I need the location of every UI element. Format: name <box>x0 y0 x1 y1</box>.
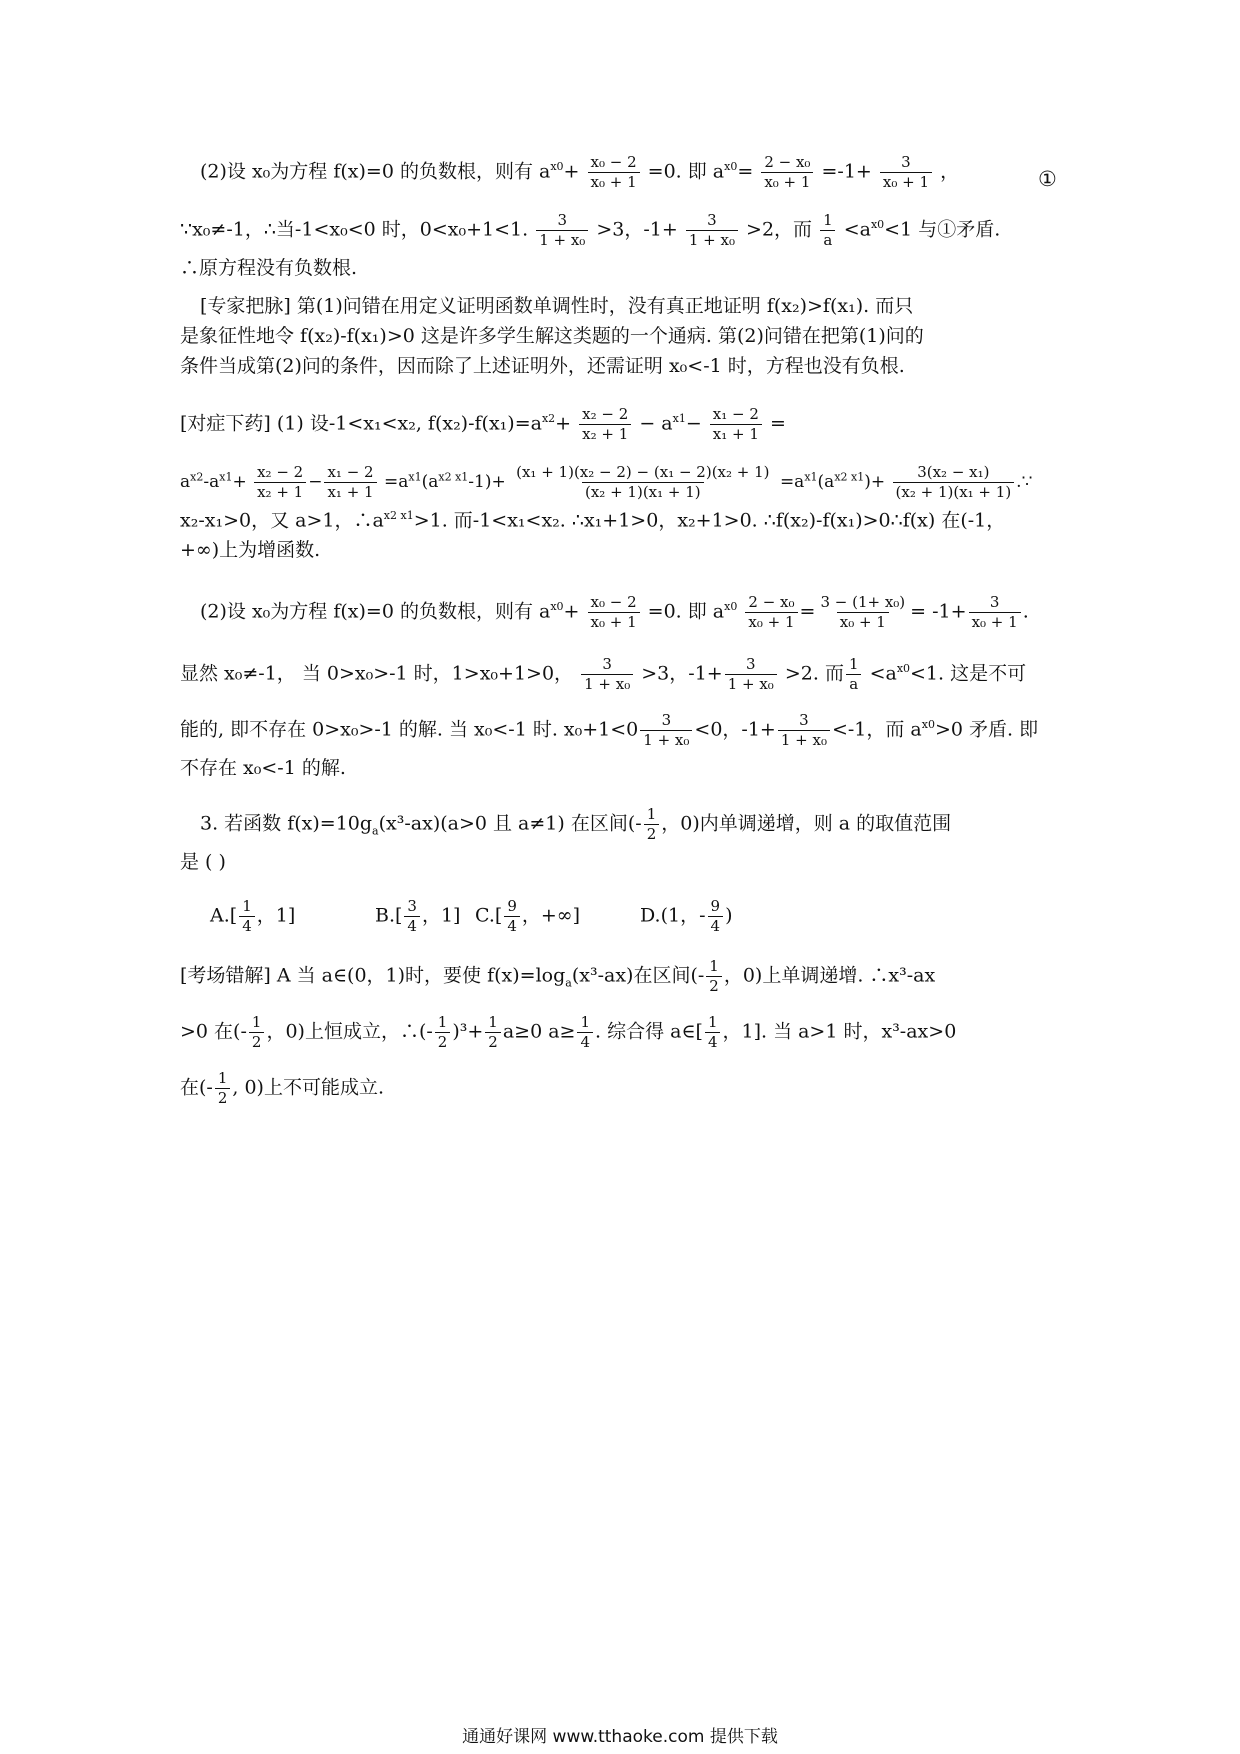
fraction <box>846 657 862 692</box>
line-2 <box>180 198 1070 256</box>
cure-3 <box>180 508 1070 538</box>
text: -1)+ <box>468 472 506 492</box>
numerator: 9 <box>710 897 721 915</box>
numerator: x₀ − 2 <box>590 593 637 611</box>
fraction <box>513 465 772 500</box>
text: =-1+ <box>821 160 872 183</box>
numerator: 1 <box>437 1013 448 1031</box>
line-1: (2)设 x₀为方程 f(x)=0 的负数根，则有 $a^{x0}+$ $\frac{\text{x₀ − 2}}{\text{x₀ + 1}}$ =0. 即 $a^{x0}=$ $\frac{\text{2 − x₀}}{\text{x₀ + 1}}$ =-1+ $\frac{3}{\text{x₀ + 1}}$ ， ① <box>200 153 1057 191</box>
numerator: x₁ − 2 <box>327 463 374 481</box>
text: >2. 而 <box>784 662 844 685</box>
numerator: 1 <box>823 211 833 229</box>
denominator: 2 <box>485 1032 501 1050</box>
numerator: 3(x₂ − x₁) <box>917 463 990 481</box>
superscript: x0 <box>896 662 911 676</box>
subscript: a <box>372 824 379 838</box>
text: B.[ <box>375 904 403 927</box>
text: a <box>180 472 191 492</box>
fraction <box>761 155 813 190</box>
circled-one: ① <box>1038 167 1057 191</box>
text: ，1] <box>421 904 461 927</box>
document-body <box>180 140 1070 1114</box>
fraction <box>536 213 588 248</box>
text: = <box>799 600 816 623</box>
text: ，+∞] <box>521 904 581 927</box>
fraction <box>485 1015 501 1050</box>
fraction <box>820 213 836 248</box>
numerator: 3 <box>901 153 911 171</box>
text: 显然 x₀≠-1， 当 0>x₀>-1 时，1>x₀+1>0， <box>180 662 574 685</box>
denominator: 2 <box>644 824 660 842</box>
text: -1+ <box>932 600 967 623</box>
text: >3，-1+ <box>596 218 678 241</box>
expert-1 <box>180 286 1070 324</box>
numerator: x₂ − 2 <box>582 405 629 423</box>
text: >1. 而-1<x₁<x₂. ∴x₁+1>0，x₂+1>0. ∴f(x₂)-f(x₁)>0∴f(x) 在(-1， <box>413 509 1006 531</box>
superscript: x2 <box>190 470 204 484</box>
numerator: x₁ − 2 <box>712 405 759 423</box>
text: (x³-ax)在区间(- <box>571 964 705 987</box>
text: . 综合得 a∈[ <box>595 1020 703 1043</box>
denominator: 4 <box>404 916 420 934</box>
fraction <box>686 213 738 248</box>
cure-1: [对症下药] (1) 设-1<x₁<x₂, $f(x_2)-f(x_1)=a^{x2}+$ $\frac{\text{x₂ − 2}}{\text{x₂ + 1}}$ − $a^{x1}-$ $\frac{\text{x₁ − 2}}{\text{x₁ + 1}}$ = <box>180 405 786 443</box>
superscript: x0 <box>870 218 885 232</box>
line-3 <box>180 256 1070 286</box>
superscript: x0 <box>550 160 564 174</box>
question-3 <box>180 786 1070 850</box>
text: = <box>910 600 927 623</box>
denominator: (x₂ + 1)(x₁ + 1) <box>893 482 1015 500</box>
denominator: 2 <box>435 1032 451 1050</box>
options <box>180 880 1070 942</box>
denominator: 1 + x₀ <box>778 730 830 748</box>
option-a <box>210 899 295 934</box>
text: . <box>1022 600 1029 623</box>
part2-3 <box>180 700 1070 756</box>
numerator: 3 <box>602 655 612 673</box>
text: ，1] <box>256 904 296 927</box>
fraction <box>880 155 932 190</box>
denominator: 2 <box>215 1088 231 1106</box>
text: <a <box>843 218 871 241</box>
fraction <box>893 465 1015 500</box>
text: C.[ <box>475 904 503 927</box>
fraction <box>324 465 376 500</box>
text: − a <box>639 412 673 435</box>
text: ∵x₀≠-1，∴当-1<x₀<0 时，0<x₀+1<1. <box>180 218 529 241</box>
text: a≥0 a≥ <box>502 1020 576 1043</box>
text: 能的, 即不存在 0>x₀>-1 的解. 当 x₀<-1 时. x₀+1<0 <box>180 718 639 741</box>
text: <-1，而 a <box>831 718 922 741</box>
fraction <box>640 713 692 748</box>
fraction <box>577 1015 593 1050</box>
denominator: x₀ + 1 <box>761 172 813 190</box>
numerator: 3 <box>745 655 756 673</box>
fraction <box>579 407 631 442</box>
text: >0 矛盾. 即 <box>934 718 1039 741</box>
superscript: x0 <box>724 160 738 174</box>
denominator: x₁ + 1 <box>324 482 376 500</box>
text: 在(- <box>180 1076 213 1099</box>
numerator: x₂ − 2 <box>257 463 304 481</box>
denominator: 4 <box>577 1032 593 1050</box>
question-3-tail <box>180 850 1070 880</box>
text: 是象征性地令 f(x₂)-f(x₁)>0 这是许多学生解这类题的一个通病. 第(2)问错在把第(1)问的 <box>180 325 924 347</box>
part2-4 <box>180 756 1070 786</box>
cure-2: $a^{x2}-a^{x1}+$ $\frac{\text{x₂ − 2}}{\text{x₂ + 1}}$ − $\frac{\text{x₁ − 2}}{\text{x₁ + 1}}$ $=a^{x1}(a^{x2 x1}-1)+$ $\frac{\text{(x₁ + 1)(x₂ − 2) − (x₁ − 2)(x₂ + 1)}}{\text{(x₂ + 1)(x₁ + 1)}}$ $=a^{x1}(a^{x2 x1})+$ $\frac{\text{3(x₂ − x₁)}}{\text{(x₂ + 1)(x₁ + 1)}}$ .∵ <box>180 463 1033 501</box>
fraction <box>588 155 640 190</box>
text: <1 与①矛盾. <box>884 218 1001 241</box>
denominator: 4 <box>705 1032 721 1050</box>
text: +∞)上为增函数. <box>180 539 321 561</box>
text: )³+ <box>452 1020 484 1043</box>
superscript: x0 <box>724 600 738 614</box>
text: [考场错解] A 当 a∈(0，1)时，要使 f(x)=log <box>180 964 566 987</box>
numerator: 1 <box>646 805 657 823</box>
fraction <box>404 899 420 934</box>
subscript: a <box>565 976 572 990</box>
numerator: 3 <box>799 711 809 729</box>
text: ，1]. 当 a>1 时，x³-ax>0 <box>722 1020 957 1043</box>
numerator: 3 − (1+ x₀) <box>820 593 906 611</box>
exam-error-2 <box>180 1002 1070 1058</box>
text: D.(1，- <box>640 904 706 927</box>
text: <1. 这是不可 <box>910 662 1027 685</box>
superscript: x2 x1 <box>383 508 414 522</box>
numerator: 1 <box>848 655 859 673</box>
numerator: 1 <box>251 1013 262 1031</box>
numerator: 2 − x₀ <box>748 593 795 611</box>
page-footer: 通通好课网 www.tthaoke.com 提供下载 <box>462 1727 778 1747</box>
text: = <box>769 412 786 435</box>
text: [对症下药] (1) 设-1<x₁<x₂, f(x₂)-f(x₁)=a <box>180 412 542 435</box>
denominator: 4 <box>239 916 255 934</box>
numerator: x₀ − 2 <box>590 153 637 171</box>
numerator: 2 − x₀ <box>764 153 811 171</box>
numerator: 1 <box>580 1013 590 1031</box>
numerator: (x₁ + 1)(x₂ − 2) − (x₁ − 2)(x₂ + 1) <box>516 463 770 481</box>
text: =0. 即 a <box>647 600 725 623</box>
denominator: a <box>846 674 861 692</box>
part2-1: (2)设 x₀为方程 f(x)=0 的负数根，则有 $a^{x0}+$ $\frac{\text{x₀ − 2}}{\text{x₀ + 1}}$ =0. 即 $a^{x0}$ $\frac{\text{2 − x₀}}{\text{x₀ + 1}}$ = $\frac{\text{3 − (1+ x₀)}}{\text{x₀ + 1}}$ = -1+ $\frac{3}{\text{x₀ + 1}}$ . <box>200 593 1029 631</box>
denominator: (x₂ + 1)(x₁ + 1) <box>582 482 704 500</box>
denominator: x₀ + 1 <box>837 612 889 630</box>
text: >2，而 <box>746 218 813 241</box>
text: <0，-1+ <box>694 718 776 741</box>
superscript: x1 <box>219 470 233 484</box>
option-b <box>375 899 460 934</box>
fraction <box>588 595 640 630</box>
denominator: x₂ + 1 <box>254 482 306 500</box>
fraction <box>215 1071 231 1106</box>
denominator: 4 <box>708 916 724 934</box>
option-d <box>640 899 733 934</box>
superscript: x2 <box>541 412 556 426</box>
text: ∴原方程没有负数根. <box>180 257 358 279</box>
superscript: x2 x1 <box>834 470 865 484</box>
text: (2)设 x₀为方程 f(x)=0 的负数根，则有 a <box>200 160 551 183</box>
denominator: x₁ + 1 <box>710 424 762 442</box>
numerator: 1 <box>217 1069 228 1087</box>
text: -a <box>203 472 220 492</box>
fraction <box>817 595 908 630</box>
numerator: 3 <box>557 211 568 229</box>
numerator: 1 <box>488 1013 498 1031</box>
text: <a <box>869 662 897 685</box>
fraction <box>435 1015 451 1050</box>
text: (x³-ax)(a>0 且 a≠1) 在区间(- <box>378 812 642 835</box>
text: ，0)上恒成立，∴(- <box>266 1020 433 1043</box>
denominator: a <box>820 230 835 248</box>
text: (a <box>421 472 439 492</box>
text: (a <box>817 472 835 492</box>
numerator: 9 <box>507 897 517 915</box>
text: , 0)上不可能成立. <box>232 1076 385 1099</box>
denominator: 1 + x₀ <box>640 730 692 748</box>
numerator: 1 <box>709 957 719 975</box>
fraction <box>710 407 762 442</box>
fraction <box>504 899 520 934</box>
expert-3 <box>180 354 1070 384</box>
denominator: 1 + x₀ <box>536 230 588 248</box>
text: ) <box>725 904 733 927</box>
text: 不存在 x₀<-1 的解. <box>180 757 346 779</box>
denominator: x₀ + 1 <box>588 172 640 190</box>
fraction <box>249 1015 265 1050</box>
text: 是 ( ) <box>180 851 226 873</box>
text: )+ <box>864 472 886 492</box>
denominator: x₀ + 1 <box>969 612 1021 630</box>
text: ，0)上单调递增. ∴x³-ax <box>723 964 936 987</box>
numerator: 3 <box>407 897 417 915</box>
superscript: x1 <box>408 470 422 484</box>
denominator: 1 + x₀ <box>725 674 777 692</box>
fraction <box>705 1015 721 1050</box>
text: 条件当成第(2)问的条件，因而除了上述证明外，还需证明 x₀<-1 时，方程也没有负根. <box>180 355 905 377</box>
text: A.[ <box>210 904 238 927</box>
numerator: 1 <box>242 897 252 915</box>
superscript: x1 <box>672 412 686 426</box>
text: 3. 若函数 f(x)=10g <box>200 812 373 835</box>
numerator: 3 <box>707 211 717 229</box>
fraction <box>745 595 797 630</box>
text: =0. 即 a <box>647 160 725 183</box>
fraction <box>969 595 1021 630</box>
superscript: x0 <box>921 718 935 732</box>
numerator: 3 <box>661 711 672 729</box>
denominator: x₀ + 1 <box>745 612 797 630</box>
fraction <box>581 657 633 692</box>
text: (2)设 x₀为方程 f(x)=0 的负数根，则有 a <box>200 600 551 623</box>
denominator: x₀ + 1 <box>588 612 640 630</box>
fraction <box>254 465 306 500</box>
exam-error-1 <box>180 942 1070 1002</box>
denominator: x₂ + 1 <box>579 424 631 442</box>
text: [专家把脉] 第(1)问错在用定义证明函数单调性时，没有真正地证明 f(x₂)>f(x₁). 而只 <box>200 295 914 317</box>
denominator: 2 <box>249 1032 265 1050</box>
denominator: 1 + x₀ <box>686 230 738 248</box>
text: =a <box>384 472 409 492</box>
expert-2 <box>180 324 1070 354</box>
option-c <box>475 899 580 934</box>
denominator: x₀ + 1 <box>880 172 932 190</box>
exam-error-3 <box>180 1058 1070 1114</box>
text: ，0)内单调递增，则 a 的取值范围 <box>661 812 952 835</box>
text: =a <box>779 472 805 492</box>
fraction <box>778 713 830 748</box>
text: ， <box>940 160 960 183</box>
fraction <box>706 959 722 994</box>
numerator: 3 <box>989 593 1000 611</box>
numerator: 1 <box>707 1013 718 1031</box>
denominator: 2 <box>706 976 722 994</box>
superscript: x1 <box>804 470 818 484</box>
denominator: 4 <box>504 916 520 934</box>
text: .∵ <box>1016 472 1033 492</box>
superscript: x0 <box>550 600 564 614</box>
text: x₂-x₁>0，又 a>1，∴a <box>180 509 384 531</box>
text: >3，-1+ <box>641 662 723 685</box>
text: >0 在(- <box>180 1020 247 1043</box>
fraction <box>644 807 660 842</box>
fraction <box>708 899 724 934</box>
part2-2 <box>180 638 1070 700</box>
fraction <box>239 899 255 934</box>
denominator: 1 + x₀ <box>581 674 633 692</box>
fraction <box>725 657 777 692</box>
superscript: x2 x1 <box>438 470 469 484</box>
cure-4 <box>180 538 1070 568</box>
